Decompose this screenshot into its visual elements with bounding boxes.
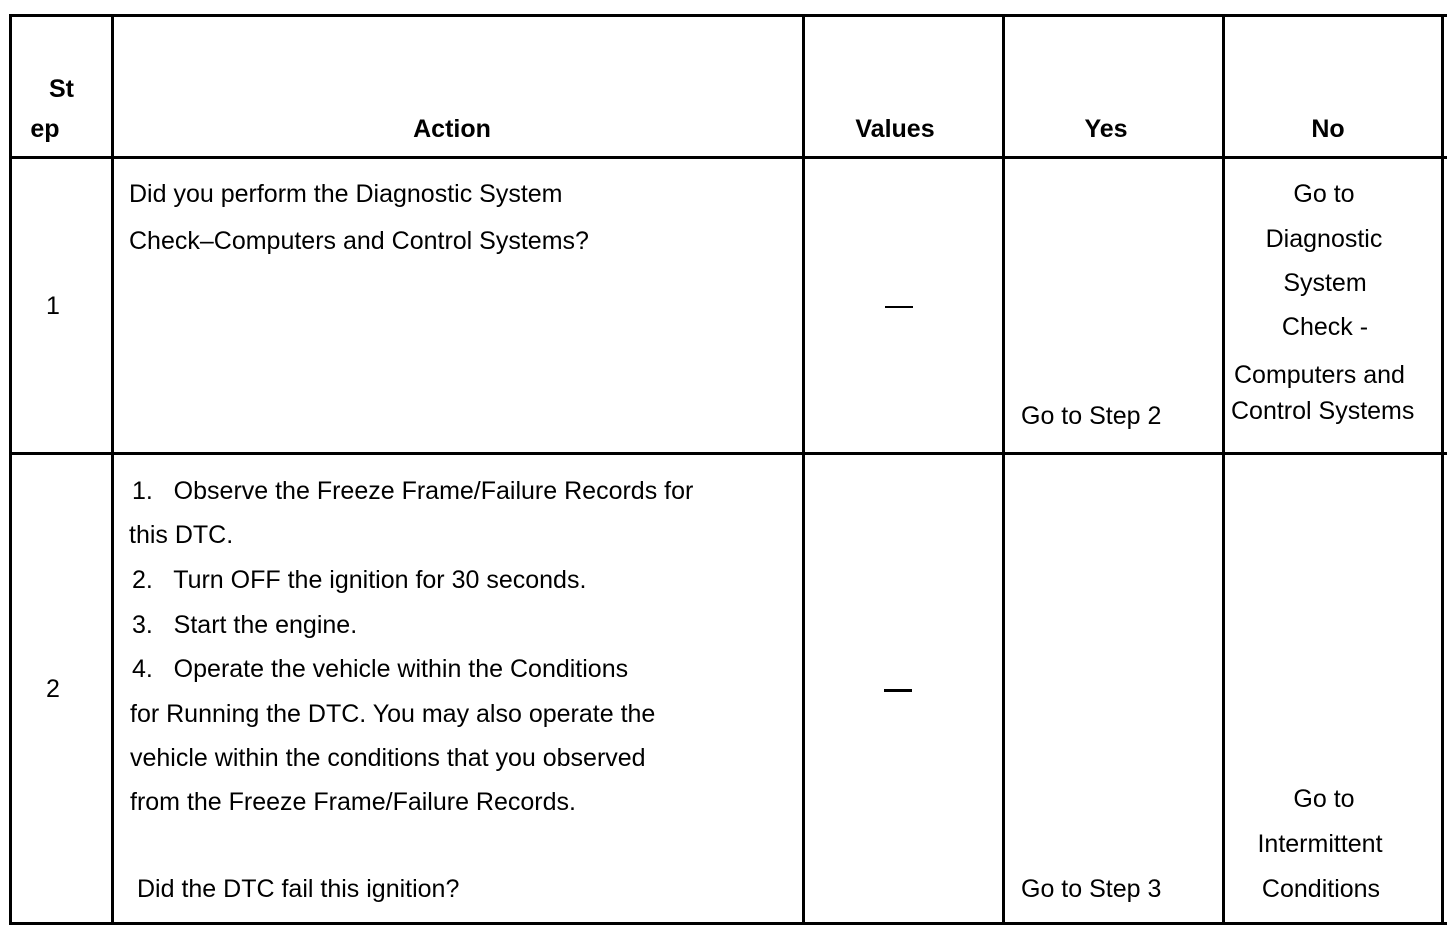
step-number: 2 — [46, 675, 60, 703]
no-action-line: Go to — [1293, 785, 1355, 813]
yes-action: Go to Step 2 — [1021, 402, 1162, 430]
column-divider-action — [802, 14, 805, 925]
action-text-line: 1. Observe the Freeze Frame/Failure Records for — [132, 477, 694, 505]
action-text-line: this DTC. — [129, 521, 234, 549]
step-number: 1 — [46, 292, 60, 320]
table-border-right — [1441, 14, 1444, 925]
action-text-line: 2. Turn OFF the ignition for 30 seconds. — [132, 566, 587, 594]
table-border-top — [9, 14, 1447, 17]
no-action-line: Go to — [1293, 180, 1355, 208]
no-action-line: Intermittent — [1257, 830, 1383, 858]
action-text-line: Did you perform the Diagnostic System — [129, 180, 563, 208]
table-border-bottom — [9, 922, 1447, 925]
no-action-line: Diagnostic — [1265, 225, 1383, 253]
header-yes: Yes — [1084, 115, 1128, 143]
column-divider-values — [1002, 14, 1005, 925]
row-divider — [9, 452, 1447, 455]
header-step-line1: St — [49, 75, 74, 103]
no-action-line: Computers and — [1234, 361, 1405, 389]
header-no: No — [1311, 115, 1345, 143]
value-dash — [884, 689, 912, 692]
action-text-line: for Running the DTC. You may also operate the — [130, 700, 656, 728]
action-text-line: 3. Start the engine. — [132, 611, 358, 639]
no-action-line: Control Systems — [1231, 397, 1415, 425]
table-border-left — [9, 14, 12, 925]
action-text-line: Check–Computers and Control Systems? — [129, 227, 589, 255]
header-divider — [9, 156, 1447, 159]
action-text-line: from the Freeze Frame/Failure Records. — [130, 788, 576, 816]
header-action: Action — [413, 115, 491, 143]
question-text: Did the DTC fail this ignition? — [137, 875, 460, 903]
yes-action: Go to Step 3 — [1021, 875, 1162, 903]
header-step-line2: ep — [30, 115, 60, 143]
action-text-line: 4. Operate the vehicle within the Conditions — [132, 655, 629, 683]
value-dash — [885, 306, 913, 308]
header-values: Values — [855, 115, 935, 143]
action-text-line: vehicle within the conditions that you observed — [130, 744, 646, 772]
no-action-line: Check - — [1281, 313, 1369, 341]
no-action-line: System — [1283, 269, 1367, 297]
column-divider-step — [111, 14, 114, 925]
no-action-line: Conditions — [1261, 875, 1381, 903]
